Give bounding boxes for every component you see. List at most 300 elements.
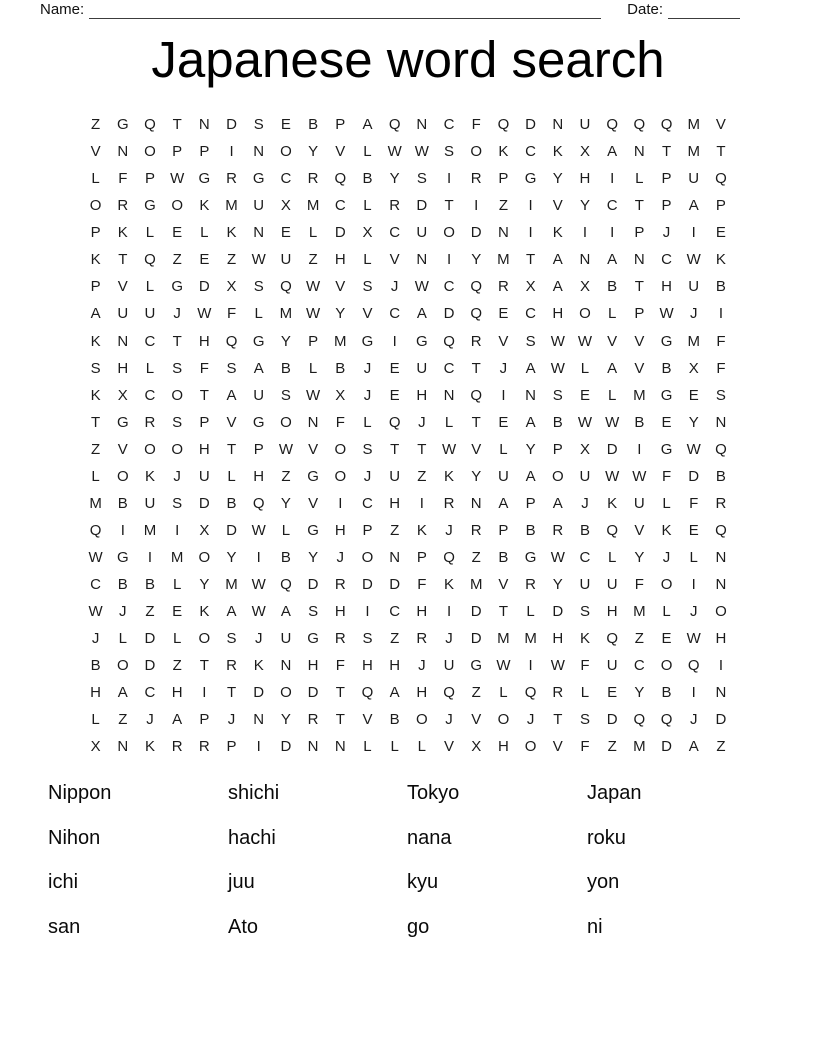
grid-letter: P (552, 440, 563, 458)
grid-letter: M (334, 332, 347, 350)
grid-letter: Z (118, 711, 128, 729)
grid-letter: L (607, 386, 617, 404)
grid-letter: Q (225, 332, 238, 350)
grid-letter: K (144, 738, 155, 756)
grid-letter: J (173, 467, 181, 485)
grid-letter: J (363, 467, 372, 485)
grid-letter: V (552, 738, 563, 756)
word-list-item: juu (228, 871, 255, 893)
grid-letter: S (172, 359, 183, 377)
grid-letter: Y (552, 170, 563, 188)
grid-letter: G (660, 332, 673, 350)
grid-letter: I (338, 494, 343, 512)
grid-letter: K (715, 251, 726, 269)
grid-letter: R (171, 738, 183, 756)
grid-letter: F (716, 332, 726, 350)
grid-letter: V (634, 332, 645, 350)
grid-letter: O (334, 440, 347, 458)
grid-letter: F (471, 116, 481, 134)
grid-letter: X (226, 278, 237, 296)
grid-letter: A (117, 684, 128, 702)
grid-letter: L (662, 494, 671, 512)
grid-letter: B (525, 521, 536, 539)
grid-letter: M (469, 576, 483, 594)
grid-letter: Q (660, 116, 673, 134)
word-list-item: hachi (228, 826, 276, 849)
grid-letter: F (634, 576, 644, 594)
grid-letter: I (202, 684, 207, 702)
grid-letter: M (687, 143, 700, 161)
grid-letter: I (691, 224, 696, 242)
grid-letter: C (661, 251, 672, 269)
grid-letter: T (118, 251, 128, 269)
grid-letter: R (334, 576, 346, 594)
grid-letter: N (715, 413, 727, 431)
grid-letter: D (552, 603, 564, 621)
grid-letter: L (580, 684, 590, 702)
grid-letter: T (526, 251, 536, 269)
grid-letter: I (501, 386, 506, 404)
word-list-item: Japan (587, 782, 642, 804)
grid-letter: J (119, 603, 127, 621)
grid-letter: L (444, 413, 454, 431)
grid-letter: B (498, 549, 509, 567)
grid-letter: V (117, 440, 128, 458)
grid-letter: D (280, 738, 292, 756)
grid-letter: W (306, 305, 321, 323)
grid-letter: E (498, 305, 509, 323)
grid-letter: H (661, 278, 672, 296)
word-list-item: nana (407, 826, 452, 849)
grid-letter: O (416, 711, 428, 729)
grid-letter: P (661, 197, 672, 215)
grid-letter: K (416, 521, 427, 539)
grid-letter: Q (687, 657, 700, 675)
grid-letter: L (390, 738, 399, 756)
grid-letter: D (198, 278, 210, 296)
grid-letter: M (687, 116, 700, 134)
grid-letter: U (606, 576, 618, 594)
date-blank-line (668, 3, 740, 19)
grid-letter: A (226, 603, 237, 621)
grid-letter: X (362, 224, 373, 242)
grid-letter: I (446, 603, 452, 621)
grid-letter: A (525, 413, 536, 431)
grid-letter: T (91, 413, 101, 431)
grid-letter: R (226, 170, 237, 188)
grid-letter: S (444, 143, 455, 161)
grid-letter: C (389, 603, 401, 621)
grid-letter: G (144, 197, 156, 215)
grid-letter: C (606, 197, 618, 215)
grid-letter: L (363, 197, 372, 215)
grid-letter: U (416, 359, 428, 377)
grid-letter: V (498, 332, 509, 350)
grid-letter: S (552, 386, 563, 404)
grid-letter: K (444, 576, 455, 594)
grid-letter: M (633, 386, 646, 404)
grid-letter: N (525, 386, 537, 404)
grid-letter: I (392, 332, 397, 350)
grid-letter: D (661, 738, 672, 756)
grid-letter: B (634, 413, 645, 431)
grid-letter: A (172, 711, 183, 729)
grid-letter: E (688, 386, 699, 404)
grid-letter: H (90, 684, 102, 702)
grid-letter: E (688, 521, 699, 539)
grid-letter: J (689, 711, 698, 729)
grid-letter: W (278, 440, 293, 458)
grid-letter: K (444, 467, 455, 485)
grid-letter: I (528, 197, 533, 215)
grid-letter: E (172, 224, 183, 242)
grid-letter: S (362, 440, 373, 458)
grid-letter: J (363, 359, 372, 377)
grid-letter: X (471, 738, 482, 756)
grid-letter: Q (144, 251, 156, 269)
grid-letter: T (716, 143, 726, 161)
grid-letter: L (91, 467, 100, 485)
grid-letter: K (90, 332, 101, 350)
grid-letter: W (550, 359, 565, 377)
grid-letter: I (229, 143, 234, 161)
grid-letter: Q (606, 521, 618, 539)
grid-letter: R (334, 630, 346, 648)
grid-letter: T (335, 711, 345, 729)
grid-letter: Q (715, 440, 727, 458)
grid-letter: I (610, 170, 615, 188)
grid-letter: P (199, 413, 210, 431)
grid-letter: G (307, 630, 319, 648)
grid-letter: I (120, 521, 125, 539)
grid-letter: U (280, 251, 292, 269)
grid-letter: I (256, 738, 261, 756)
grid-letter: D (606, 440, 618, 458)
grid-letter: A (525, 359, 536, 377)
grid-letter: Y (634, 549, 645, 567)
grid-letter: P (144, 170, 155, 188)
grid-letter: M (170, 549, 184, 567)
grid-letter: U (416, 224, 428, 242)
grid-letter: O (280, 413, 292, 431)
grid-letter: H (416, 386, 428, 404)
grid-letter: L (607, 305, 617, 323)
grid-letter: H (362, 657, 373, 675)
grid-letter: O (715, 603, 727, 621)
grid-letter: X (579, 143, 590, 161)
grid-letter: P (416, 549, 427, 567)
grid-letter: C (443, 278, 455, 296)
grid-letter: F (226, 305, 237, 323)
grid-letter: R (117, 197, 129, 215)
grid-letter: D (715, 711, 727, 729)
grid-letter: V (607, 332, 618, 350)
grid-letter: Q (334, 170, 347, 188)
grid-letter: M (687, 332, 700, 350)
grid-letter: H (606, 603, 618, 621)
grid-letter: L (281, 521, 291, 539)
grid-letter: N (253, 711, 265, 729)
grid-letter: R (552, 684, 564, 702)
grid-letter: D (334, 224, 346, 242)
grid-letter: D (144, 630, 156, 648)
grid-letter: L (363, 251, 372, 269)
grid-letter: P (90, 224, 101, 242)
grid-letter: J (336, 549, 345, 567)
grid-letter: C (280, 170, 292, 188)
grid-letter: H (416, 603, 428, 621)
grid-letter: V (308, 494, 319, 512)
grid-letter: V (471, 711, 482, 729)
grid-letter: F (118, 170, 128, 188)
grid-letter: S (525, 332, 536, 350)
grid-letter: F (580, 657, 590, 675)
grid-letter: D (470, 630, 482, 648)
grid-letter: Z (145, 603, 155, 621)
grid-letter: M (633, 738, 646, 756)
grid-letter: Z (471, 549, 481, 567)
grid-letter: I (175, 521, 180, 539)
grid-letter: W (306, 386, 321, 404)
grid-letter: C (389, 305, 401, 323)
grid-letter: O (116, 467, 129, 485)
grid-letter: I (691, 576, 696, 594)
grid-letter: N (416, 116, 428, 134)
grid-letter: W (306, 278, 321, 296)
grid-letter: U (579, 576, 591, 594)
grid-letter: J (445, 711, 453, 729)
word-list-item: Ato (228, 915, 259, 938)
grid-letter: O (198, 630, 211, 648)
grid-letter: T (553, 711, 563, 729)
grid-letter: Z (417, 467, 427, 485)
grid-letter: T (417, 440, 427, 458)
grid-letter: Q (89, 521, 102, 539)
grid-letter: U (117, 305, 129, 323)
grid-letter: Y (280, 711, 291, 729)
grid-letter: P (362, 521, 373, 539)
grid-letter: B (117, 494, 128, 512)
grid-letter: N (633, 251, 645, 269)
grid-letter: L (526, 603, 535, 621)
grid-letter: P (715, 197, 726, 215)
grid-letter: M (497, 630, 510, 648)
grid-letter: A (688, 738, 699, 756)
grid-letter: P (226, 738, 237, 756)
grid-letter: P (634, 224, 645, 242)
grid-letter: H (552, 630, 564, 648)
grid-letter: Q (443, 684, 455, 702)
grid-letter: Y (308, 143, 319, 161)
grid-letter: J (662, 549, 671, 567)
grid-letter: Y (199, 576, 210, 594)
grid-letter: A (498, 494, 509, 512)
grid-letter: G (198, 170, 211, 188)
grid-letter: B (715, 467, 726, 485)
grid-letter: S (226, 359, 237, 377)
grid-letter: Q (497, 116, 510, 134)
grid-letter: H (334, 251, 346, 269)
grid-letter: I (637, 440, 642, 458)
grid-letter: B (389, 711, 400, 729)
grid-letter: W (441, 440, 457, 458)
grid-letter: P (90, 278, 101, 296)
grid-letter: A (226, 386, 237, 404)
grid-letter: K (552, 224, 563, 242)
grid-letter: B (280, 549, 291, 567)
grid-letter: G (470, 657, 483, 675)
grid-letter: M (225, 576, 238, 594)
grid-letter: P (525, 494, 536, 512)
grid-letter: Q (280, 576, 292, 594)
grid-letter: V (552, 197, 563, 215)
grid-letter: B (144, 576, 155, 594)
grid-letter: B (226, 494, 237, 512)
grid-letter: G (252, 413, 265, 431)
grid-letter: U (688, 278, 700, 296)
grid-letter: J (445, 521, 453, 539)
grid-letter: A (280, 603, 291, 621)
grid-letter: Q (633, 116, 646, 134)
grid-letter: Y (471, 251, 482, 269)
grid-letter: H (389, 657, 401, 675)
grid-letter: U (606, 657, 618, 675)
grid-letter: L (254, 305, 263, 323)
grid-letter: L (145, 359, 155, 377)
word-list-item: ni (587, 915, 603, 938)
grid-letter: O (361, 549, 374, 567)
grid-letter: P (253, 440, 264, 458)
grid-letter: D (443, 305, 455, 323)
grid-letter: Y (471, 467, 482, 485)
grid-letter: X (117, 386, 128, 404)
grid-letter: O (470, 143, 483, 161)
grid-letter: R (226, 657, 237, 675)
grid-letter: K (607, 494, 618, 512)
grid-letter: M (143, 521, 157, 539)
grid-letter: U (198, 467, 210, 485)
grid-letter: L (172, 630, 182, 648)
grid-letter: K (90, 251, 101, 269)
grid-letter: W (170, 170, 185, 188)
grid-letter: E (280, 224, 291, 242)
grid-letter: X (280, 197, 291, 215)
grid-letter: R (552, 521, 564, 539)
grid-letter: O (334, 467, 347, 485)
grid-letter: D (307, 684, 319, 702)
grid-letter: V (90, 143, 101, 161)
grid-letter: T (471, 359, 481, 377)
grid-letter: P (199, 143, 210, 161)
grid-letter: R (198, 738, 210, 756)
grid-letter: H (497, 738, 509, 756)
grid-letter: G (524, 549, 537, 567)
grid-letter: G (116, 116, 129, 134)
grid-letter: C (443, 116, 455, 134)
grid-letter: C (633, 657, 645, 675)
grid-letter: Y (308, 549, 319, 567)
grid-letter: Q (470, 305, 483, 323)
grid-letter: P (498, 521, 509, 539)
grid-letter: O (579, 305, 591, 323)
grid-letter: T (226, 440, 237, 458)
word-list-item: Nihon (48, 826, 101, 849)
grid-letter: R (416, 630, 428, 648)
grid-letter: O (660, 576, 673, 594)
grid-letter: S (253, 278, 264, 296)
grid-letter: I (365, 603, 370, 621)
grid-letter: C (579, 549, 591, 567)
grid-letter: Z (471, 684, 481, 702)
grid-letter: H (416, 684, 428, 702)
grid-letter: X (335, 386, 346, 404)
grid-letter: N (307, 738, 319, 756)
grid-letter: E (579, 386, 590, 404)
grid-letter: O (116, 657, 129, 675)
grid-letter: N (579, 251, 591, 269)
grid-letter: E (389, 359, 400, 377)
grid-letter: Q (470, 386, 483, 404)
grid-letter: S (172, 413, 183, 431)
grid-letter: N (633, 143, 645, 161)
grid-letter: Z (390, 630, 400, 648)
grid-letter: O (171, 197, 183, 215)
grid-letter: K (90, 386, 101, 404)
grid-letter: I (582, 224, 588, 242)
grid-letter: R (443, 494, 455, 512)
grid-letter: M (497, 251, 510, 269)
grid-letter: T (498, 603, 508, 621)
grid-letter: W (414, 143, 429, 161)
grid-letter: P (634, 305, 645, 323)
grid-letter: W (577, 332, 593, 350)
grid-letter: V (389, 251, 400, 269)
grid-letter: O (89, 197, 102, 215)
grid-letter: K (199, 197, 210, 215)
grid-letter: Z (226, 251, 237, 269)
grid-letter: N (253, 224, 265, 242)
grid-letter: I (528, 224, 533, 242)
grid-letter: F (335, 657, 345, 675)
grid-letter: F (689, 494, 699, 512)
grid-letter: H (579, 170, 591, 188)
grid-letter: B (362, 170, 373, 188)
grid-letter: M (306, 197, 320, 215)
grid-letter: D (226, 116, 237, 134)
grid-letter: E (715, 224, 726, 242)
grid-letter: J (173, 305, 181, 323)
grid-letter: V (335, 143, 346, 161)
grid-letter: O (280, 143, 292, 161)
grid-letter: L (499, 684, 508, 702)
grid-letter: A (90, 305, 101, 323)
grid-letter: Z (172, 657, 182, 675)
grid-letter: J (689, 603, 698, 621)
grid-letter: G (660, 440, 673, 458)
grid-letter: E (172, 603, 183, 621)
grid-letter: U (579, 467, 591, 485)
grid-letter: H (171, 684, 183, 702)
grid-letter: Q (443, 549, 455, 567)
grid-letter: M (89, 494, 102, 512)
grid-letter: A (607, 251, 618, 269)
grid-letter: T (226, 684, 237, 702)
grid-letter: Y (335, 305, 346, 323)
grid-letter: I (718, 657, 723, 675)
grid-letter: Y (552, 576, 563, 594)
grid-letter: L (200, 224, 209, 242)
grid-letter: L (689, 549, 698, 567)
